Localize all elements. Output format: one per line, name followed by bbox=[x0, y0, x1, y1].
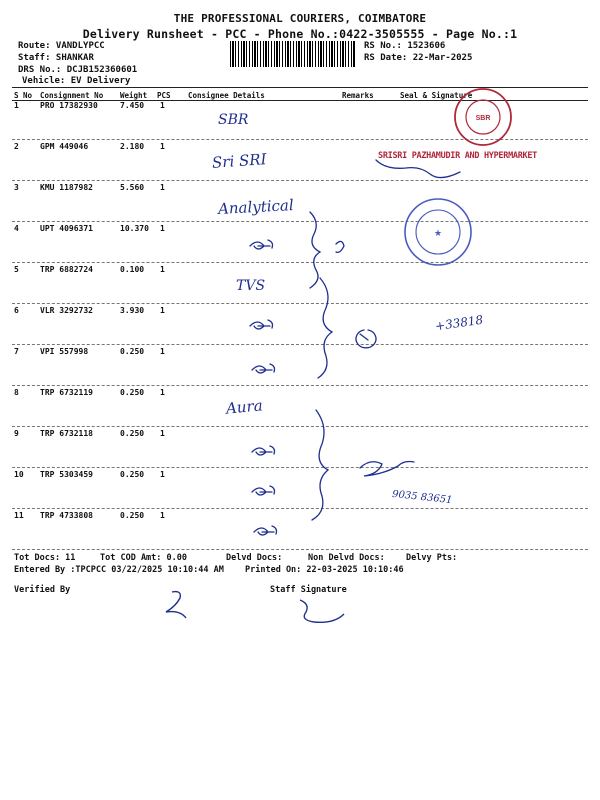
route-label: Route: VANDLYPCC bbox=[18, 41, 105, 51]
row-sno: 3 bbox=[14, 183, 19, 192]
row-weight: 0.250 bbox=[120, 470, 145, 479]
total-docs: Tot Docs: 11 bbox=[14, 553, 76, 563]
handwriting-row10-phone: 9035 83651 bbox=[391, 488, 453, 507]
staff-signature-scrawl bbox=[290, 596, 350, 626]
col-consignee: Consignee Details bbox=[188, 91, 265, 100]
row-weight: 0.250 bbox=[120, 388, 145, 397]
total-cod-amount: Tot COD Amt: 0.00 bbox=[100, 553, 187, 563]
delivery-points: Delvy Pts: bbox=[406, 553, 458, 563]
row-pcs: 1 bbox=[160, 429, 165, 438]
row-weight: 0.250 bbox=[120, 511, 145, 520]
laboratory-round-stamp bbox=[402, 196, 474, 268]
handwriting-row2: Sri SRI bbox=[211, 150, 268, 172]
row-weight: 2.180 bbox=[120, 142, 145, 151]
row-consignment-no: VPI 557998 bbox=[40, 347, 89, 356]
col-seal-signature: Seal & Signature bbox=[400, 91, 473, 100]
row-sno: 8 bbox=[14, 388, 19, 397]
vehicle-label: Vehicle: EV Delivery bbox=[22, 76, 131, 86]
shop-stamp: SRISRI PAZHAMUDIR AND HYPERMARKET bbox=[378, 151, 537, 161]
handwriting-row8: Aura bbox=[225, 396, 264, 418]
entered-by: Entered By :TPCPCC 03/22/2025 10:10:44 AM bbox=[14, 565, 224, 575]
row-sno: 10 bbox=[14, 470, 24, 479]
row-weight: 0.250 bbox=[120, 347, 145, 356]
handwriting-row5: TVS bbox=[236, 278, 266, 294]
row-weight: 7.450 bbox=[120, 101, 145, 110]
col-consignment: Consignment No bbox=[40, 91, 104, 100]
row-consignment-no: VLR 3292732 bbox=[40, 306, 93, 315]
row-consignment-no: TRP 6732119 bbox=[40, 388, 93, 397]
row-consignment-no: KMU 1187982 bbox=[40, 183, 93, 192]
row-sno: 6 bbox=[14, 306, 19, 315]
row-sno: 11 bbox=[14, 511, 24, 520]
row-consignment-no: TRP 5303459 bbox=[40, 470, 93, 479]
row-sno: 5 bbox=[14, 265, 19, 274]
row-consignment-no: PRO 17382930 bbox=[40, 101, 98, 110]
continental-round-stamp bbox=[452, 86, 514, 148]
svg-text:SBR: SBR bbox=[475, 115, 491, 122]
verifier-signature bbox=[160, 588, 200, 622]
col-weight: Weight bbox=[120, 91, 148, 100]
col-remarks: Remarks bbox=[342, 91, 374, 100]
row-pcs: 1 bbox=[160, 101, 165, 110]
staff-signature-label: Staff Signature bbox=[270, 585, 347, 595]
row-weight: 5.560 bbox=[120, 183, 145, 192]
rs-date-label: RS Date: 22-Mar-2025 bbox=[364, 53, 473, 63]
company-title: THE PROFESSIONAL COURIERS, COIMBATORE bbox=[173, 12, 427, 25]
row-weight: 3.930 bbox=[120, 306, 145, 315]
row-sno: 9 bbox=[14, 429, 19, 438]
staff-label: Staff: SHANKAR bbox=[18, 53, 94, 63]
svg-text:★: ★ bbox=[433, 228, 443, 238]
row-pcs: 1 bbox=[160, 306, 165, 315]
non-delivered-docs: Non Delvd Docs: bbox=[308, 553, 385, 563]
row-weight: 0.100 bbox=[120, 265, 145, 274]
row-sno: 2 bbox=[14, 142, 19, 151]
row-consignment-no: TRP 6732118 bbox=[40, 429, 93, 438]
handwriting-row1: SBR bbox=[218, 112, 249, 128]
row-pcs: 1 bbox=[160, 183, 165, 192]
row-pcs: 1 bbox=[160, 224, 165, 233]
row-sno: 4 bbox=[14, 224, 19, 233]
rs-no-label: RS No.: 1523606 bbox=[364, 41, 446, 51]
row-sno: 7 bbox=[14, 347, 19, 356]
row-pcs: 1 bbox=[160, 347, 165, 356]
row-sno: 1 bbox=[14, 101, 19, 110]
row-weight: 0.250 bbox=[120, 429, 145, 438]
verified-by: Verified By bbox=[14, 585, 71, 595]
row-pcs: 1 bbox=[160, 142, 165, 151]
row-weight: 10.370 bbox=[120, 224, 149, 233]
row-pcs: 1 bbox=[160, 388, 165, 397]
row-pcs: 1 bbox=[160, 511, 165, 520]
runsheet-subtitle: Delivery Runsheet - PCC - Phone No.:0422-3505555 - Page No.:1 bbox=[82, 27, 518, 41]
row-consignment-no: UPT 4096371 bbox=[40, 224, 93, 233]
handwriting-row6-remark: +33818 bbox=[434, 312, 484, 334]
col-pcs: PCS bbox=[157, 91, 171, 100]
col-sno: S No bbox=[14, 91, 33, 100]
delivered-docs: Delvd Docs: bbox=[226, 553, 283, 563]
handwriting-row3: Analytical bbox=[217, 196, 295, 218]
row-consignment-no: TRP 4733808 bbox=[40, 511, 93, 520]
row-pcs: 1 bbox=[160, 265, 165, 274]
row-pcs: 1 bbox=[160, 470, 165, 479]
row-consignment-no: GPM 449046 bbox=[40, 142, 89, 151]
drs-no-label: DRS No.: DCJB152360601 bbox=[18, 65, 138, 75]
row-consignment-no: TRP 6882724 bbox=[40, 265, 93, 274]
printed-on: Printed On: 22-03-2025 10:10:46 bbox=[245, 565, 404, 575]
